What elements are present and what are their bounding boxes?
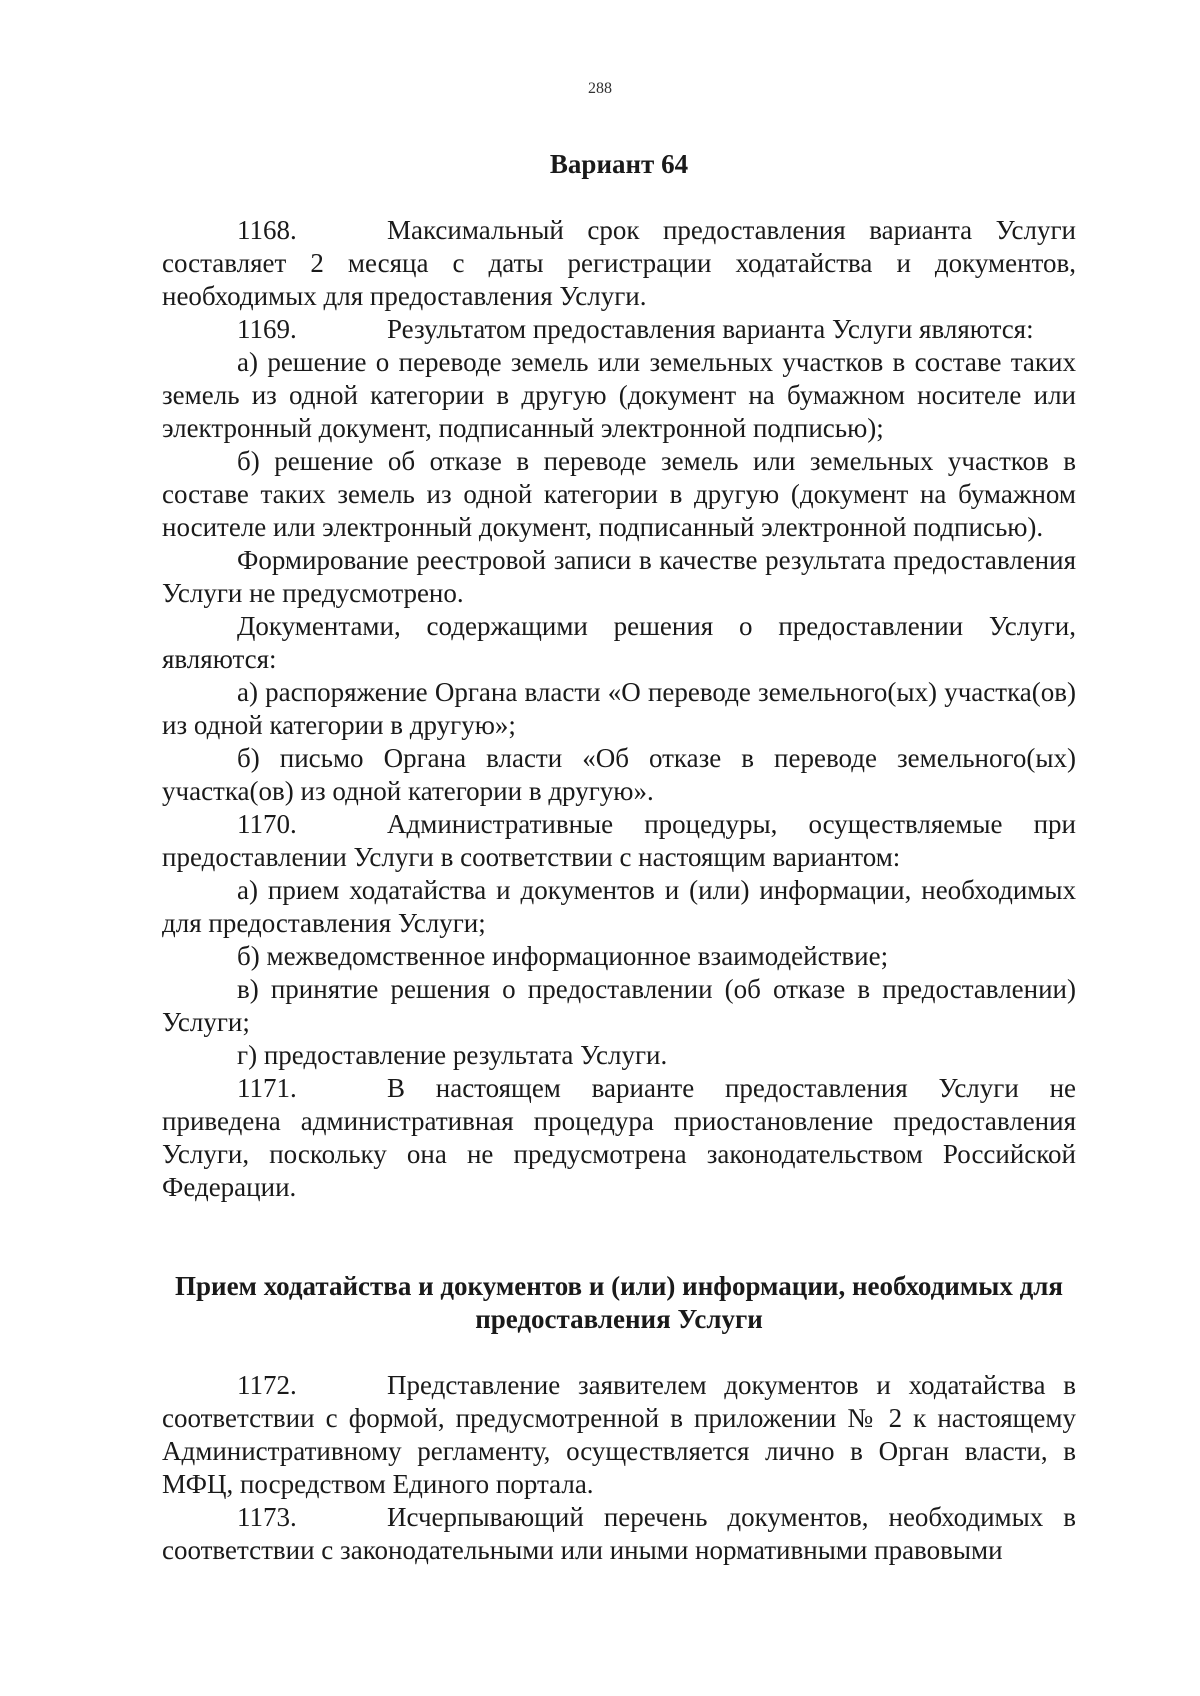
paragraph-1168: [162, 214, 1076, 313]
list-item-g: г) предоставление результата Услуги.: [237, 1040, 668, 1070]
paragraph-text: Административные процедуры, осуществляемые при предоставлении Услуги в соответствии с настоящим вариантом:: [162, 809, 1076, 872]
paragraph-text: Исчерпывающий перечень документов, необходимых в соответствии с законодательными или иными нормативными правовыми: [162, 1502, 1076, 1565]
list-item-a: а) решение о переводе земель или земельных участков в составе таких земель из одной категории в другую (документ на бумажном носителе или электронный документ, подписанный электронной подписью);: [162, 347, 1076, 443]
paragraph-1173: [162, 1501, 1076, 1567]
paragraph-text: Максимальный срок предоставления варианта Услуги составляет 2 месяца с даты регистрации ходатайства и документов, необходимых для предоставления Услуги.: [162, 215, 1076, 311]
list-item-b: б) решение об отказе в переводе земель или земельных участков в составе таких земель из одной категории в другую (документ на бумажном носителе или электронный документ, подписанный электронной подписью).: [162, 446, 1076, 542]
paragraph-text: Результатом предоставления варианта Услуги являются:: [387, 314, 1034, 344]
spacer: [162, 1336, 1076, 1369]
list-item-b: б) письмо Органа власти «Об отказе в переводе земельного(ых) участка(ов) из одной категории в другую».: [162, 743, 1076, 806]
paragraph-1171: [162, 1072, 1076, 1204]
document-body: [162, 148, 1076, 1567]
paragraph-1169: [162, 313, 1076, 346]
paragraph-1172: [162, 1369, 1076, 1501]
paragraph-number: 1173.: [237, 1502, 297, 1532]
list-item-v: в) принятие решения о предоставлении (об отказе в предоставлении) Услуги;: [162, 974, 1076, 1037]
paragraph-number: 1170.: [237, 809, 297, 839]
paragraph-documents: Документами, содержащими решения о предоставлении Услуги, являются:: [162, 611, 1076, 674]
paragraph-text: Представление заявителем документов и ходатайства в соответствии с формой, предусмотренной в приложении № 2 к настоящему Административному регламенту, осуществляется лично в Орган власти, в МФЦ, посредством Единого портала.: [162, 1370, 1076, 1499]
paragraph-number: 1171.: [237, 1073, 297, 1103]
paragraph-number: 1169.: [237, 314, 297, 344]
spacer: [162, 1204, 1076, 1270]
list-item-b: б) межведомственное информационное взаимодействие;: [237, 941, 889, 971]
paragraph-1170: [162, 808, 1076, 874]
section-heading: Прием ходатайства и документов и (или) информации, необходимых для предоставления Услуги: [175, 1271, 1063, 1334]
page-title: Вариант 64: [549, 149, 689, 179]
paragraph-number: 1172.: [237, 1370, 297, 1400]
page-number: 288: [588, 80, 612, 97]
paragraph-text: В настоящем варианте предоставления Услуги не приведена административная процедура приостановление предоставления Услуги, поскольку она не предусмотрена законодательством Российской Федерации.: [162, 1073, 1076, 1202]
list-item-a: а) распоряжение Органа власти «О переводе земельного(ых) участка(ов) из одной категории в другую»;: [162, 677, 1076, 740]
paragraph-number: 1168.: [237, 215, 297, 245]
list-item-a: а) прием ходатайства и документов и (или) информации, необходимых для предоставления Услуги;: [162, 875, 1076, 938]
paragraph-registry: Формирование реестровой записи в качестве результата предоставления Услуги не предусмотрено.: [162, 545, 1076, 608]
